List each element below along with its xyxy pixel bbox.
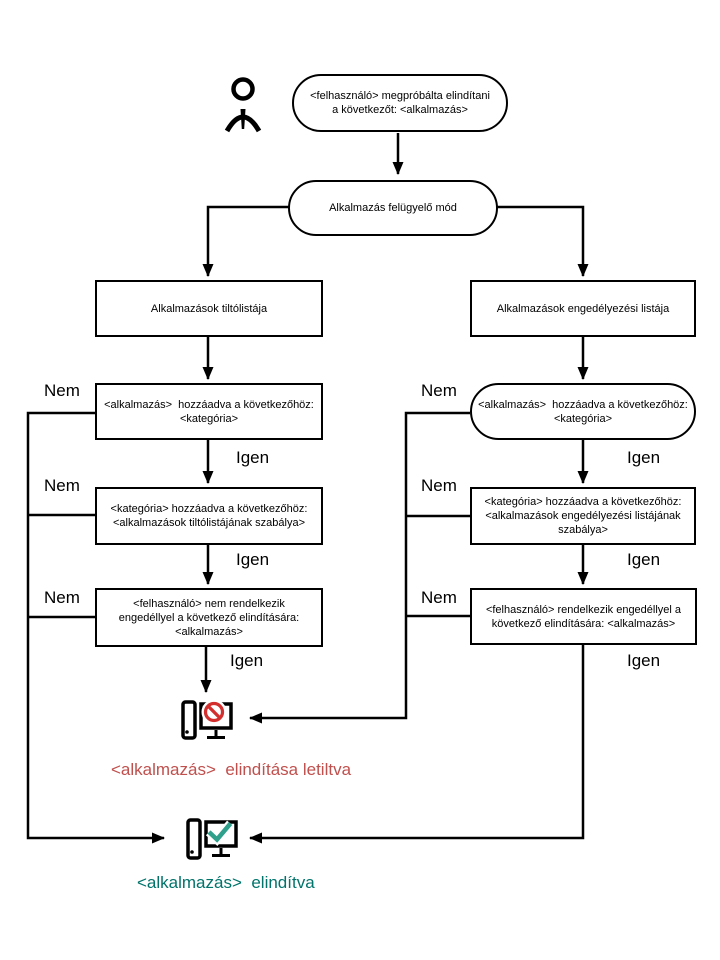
node-allowlist — [470, 280, 696, 337]
node-user-no-permission-line2: engedéllyel a következő elindítására: — [118, 611, 300, 624]
branch-label-no: Nem — [44, 588, 80, 607]
node-denylist-label: Alkalmazások tiltólistája — [150, 302, 268, 315]
node-allow-app-in-category — [470, 383, 696, 440]
branch-label-yes: Igen — [236, 550, 270, 569]
node-allow-app-in-category-line1: <alkalmazás> hozzáadva a következőhöz: — [478, 398, 688, 411]
branch-label-no: Nem — [421, 381, 457, 400]
outcome-launched-label: <alkalmazás> elindítva — [137, 873, 315, 892]
edge-right-yes-to-launched — [250, 645, 583, 838]
node-allowlist-label: Alkalmazások engedélyezési listája — [496, 302, 670, 315]
branch-label-no: Nem — [421, 588, 457, 607]
node-deny-category-in-rule-line1: <kategória> hozzáadva a következőhöz: — [110, 503, 308, 515]
node-user-has-permission-line2: következő elindítására: <alkalmazás> — [491, 617, 676, 630]
node-user-no-permission-line3: <alkalmazás> — [175, 625, 243, 638]
node-mode-label: Alkalmazás felügyelő mód — [329, 202, 457, 214]
node-deny-app-in-category-line1: <alkalmazás> hozzáadva a következőhöz: — [104, 398, 314, 411]
node-start-line1: <felhasználó> megpróbálta elindítani — [310, 90, 490, 102]
branch-label-yes: Igen — [236, 448, 270, 467]
prohibition-icon — [202, 700, 226, 724]
node-deny-category-in-rule-line2: <alkalmazások tiltólistájának szabálya> — [113, 517, 305, 529]
node-deny-app-in-category — [95, 383, 323, 440]
branch-label-no: Nem — [421, 476, 457, 495]
computer-blocked-icon — [183, 700, 231, 738]
node-user-has-permission-line1: <felhasználó> rendelkezik engedéllyel a — [485, 603, 682, 616]
outcome-blocked-label: <alkalmazás> elindítása letiltva — [111, 760, 352, 779]
node-allow-category-in-rule — [470, 487, 696, 545]
node-user-has-permission — [470, 588, 697, 645]
node-denylist — [95, 280, 323, 337]
node-start — [292, 74, 508, 132]
node-start-line2: a következőt: <alkalmazás> — [332, 104, 468, 116]
branch-label-yes: Igen — [230, 651, 264, 670]
edge-mode-to-denylist — [208, 207, 290, 276]
node-allow-category-in-rule-line2: <alkalmazások engedélyezési listájának — [485, 510, 681, 522]
branch-label-no: Nem — [44, 381, 80, 400]
node-allow-category-in-rule-line1: <kategória> hozzáadva a következőhöz: — [484, 496, 682, 508]
node-user-no-permission-line1: <felhasználó> nem rendelkezik — [133, 597, 285, 610]
branch-label-no: Nem — [44, 476, 80, 495]
node-allow-app-in-category-line2: <kategória> — [553, 412, 613, 425]
check-icon — [209, 824, 231, 840]
node-application-control-mode — [288, 180, 498, 236]
edge-right-no-rail — [250, 413, 470, 718]
branch-label-yes: Igen — [627, 550, 661, 569]
user-icon — [227, 80, 259, 132]
edge-mode-to-allowlist — [496, 207, 583, 276]
computer-launched-icon — [188, 820, 236, 858]
node-deny-category-in-rule — [95, 487, 323, 545]
node-user-no-permission — [95, 588, 323, 647]
node-allow-category-in-rule-line3: szabálya> — [558, 524, 608, 536]
branch-label-yes: Igen — [627, 651, 661, 670]
node-deny-app-in-category-line2: <kategória> — [179, 412, 239, 425]
branch-label-yes: Igen — [627, 448, 661, 467]
